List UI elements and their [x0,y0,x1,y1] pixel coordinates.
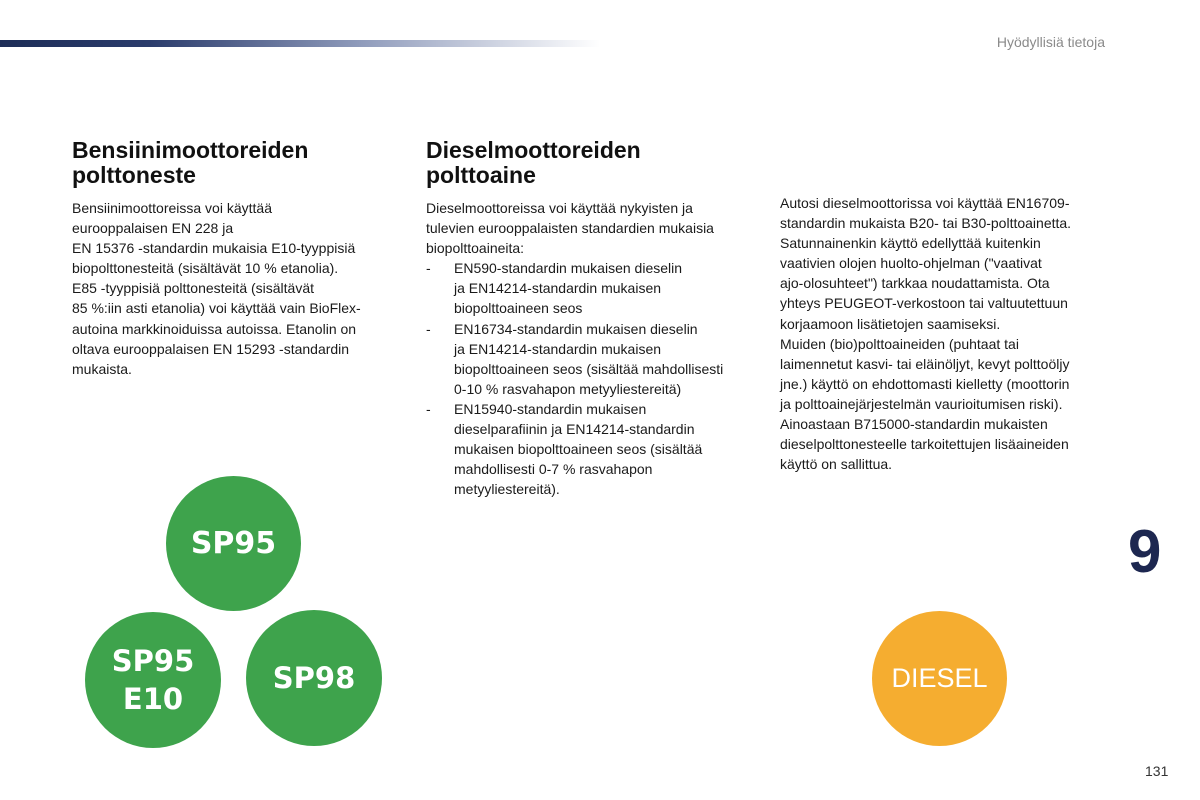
petrol-heading-line2: polttoneste [72,162,196,188]
text-line: yhteys PEUGEOT-verkostoon tai valtuutettuun [780,295,1068,312]
diesel-section [426,138,771,499]
text-line: EN15940-standardin mukaisen [454,400,647,417]
text-line: EN16734-standardin mukaisen dieselin [454,320,698,337]
text-line: dieselpolttonesteelle tarkoitettujen lisäaineiden [780,436,1069,453]
list-dash: - [426,260,431,277]
text-line: laimennetut kasvi- tai eläinöljyt, kevyt polttoöljy [780,355,1070,372]
sp95-e10-label-line1: SP95 [111,644,195,678]
text-line: EN 15376 -standardin mukaisia E10-tyyppisiä [72,240,356,257]
chapter-number: 9 [1128,518,1162,585]
text-line: Dieselmoottoreissa voi käyttää nykyisten ja [426,200,693,216]
list-item [426,258,771,318]
sp95-label: SP95 [190,526,277,561]
diesel-heading-line2: polttoaine [426,162,536,188]
text-line: 0-10 % rasvahapon metyyliestereitä) [454,380,682,397]
header-gradient-bar [0,40,600,47]
petrol-text [72,198,407,379]
text-line: Satunnainenkin käyttö edellyttää kuitenkin [780,235,1041,252]
list-item [426,319,771,399]
text-line: Ainoastaan B715000-standardin mukaisten [780,416,1048,433]
petrol-heading [72,138,407,188]
text-line: Muiden (bio)polttoaineiden (puhtaat tai [780,335,1019,352]
section-title: Hyödyllisiä tietoja [996,34,1105,50]
sp95-e10-fuel-badge [85,612,221,748]
text-line: mahdollisesti 0-7 % rasvahapon [454,461,653,478]
diesel-heading-line1: Dieselmoottoreiden [426,137,641,163]
diesel-fuel-badge [872,611,1007,746]
text-line: jne.) käyttö on ehdottomasti kielletty (moottorin [780,375,1070,392]
sp98-fuel-badge [246,610,382,746]
text-line: standardin mukaista B20- tai B30-polttoainetta. [780,215,1072,232]
text-line: eurooppalaisen EN 228 ja [72,220,234,237]
text-line: 85 %:iin asti etanolia) voi käyttää vain BioFlex- [72,300,361,317]
list-item [426,399,771,499]
diesel-note-text [780,193,1120,474]
text-line: metyyliestereitä). [454,481,560,498]
text-line: autoina markkinoiduissa autoissa. Etanolin on [72,320,357,337]
text-line: EN590-standardin mukaisen dieselin [454,260,683,277]
text-line: biopolttonesteitä (sisältävät 10 % etanolia). [72,260,339,277]
text-line: korjaamoon lisätietojen saamiseksi. [780,315,1001,332]
sp95-fuel-badge [166,476,301,611]
diesel-note-section [780,193,1120,474]
page-number: 131 [1145,763,1169,779]
text-line: vaativien olojen huolto-ohjelman ("vaativat [780,255,1042,272]
petrol-section [72,138,407,379]
text-line: ja polttoainejärjestelmän vaurioitumisen riski). [780,395,1063,412]
text-line: dieselparafiinin ja EN14214-standardin [454,421,695,438]
text-line: Autosi dieselmoottorissa voi käyttää EN16709- [780,195,1070,211]
text-line: ja EN14214-standardin mukaisen [454,280,662,297]
diesel-intro [426,198,771,258]
text-line: biopolttoaineen seos [454,300,583,317]
text-line: ja EN14214-standardin mukaisen [454,340,662,357]
sp98-label: SP98 [272,661,356,695]
diesel-heading [426,138,771,188]
text-line: oltava eurooppalaisen EN 15293 -standardin [72,340,350,357]
sp95-e10-label [112,642,195,718]
text-line: biopolttoaineen seos (sisältää mahdollisesti [454,360,724,377]
text-line: biopolttoaineita: [426,240,525,257]
text-line: käyttö on sallittua. [780,456,893,473]
sp95-e10-label-line2: E10 [122,682,184,716]
list-dash: - [426,320,431,337]
text-line: mukaisen biopolttoaineen seos (sisältää [454,441,703,458]
text-line: ajo-olosuhteet") tarkkaa noudattamista. Ota [780,275,1050,292]
list-dash: - [426,400,431,417]
diesel-label: DIESEL [891,663,988,693]
text-line: tulevien eurooppalaisten standardien mukaisia [426,220,714,237]
text-line: E85 -tyyppisiä polttonesteitä (sisältävät [72,280,315,297]
text-line: mukaista. [72,360,132,377]
petrol-heading-line1: Bensiinimoottoreiden [72,137,309,163]
diesel-fuel-list [426,258,771,499]
text-line: Bensiinimoottoreissa voi käyttää [72,200,272,216]
